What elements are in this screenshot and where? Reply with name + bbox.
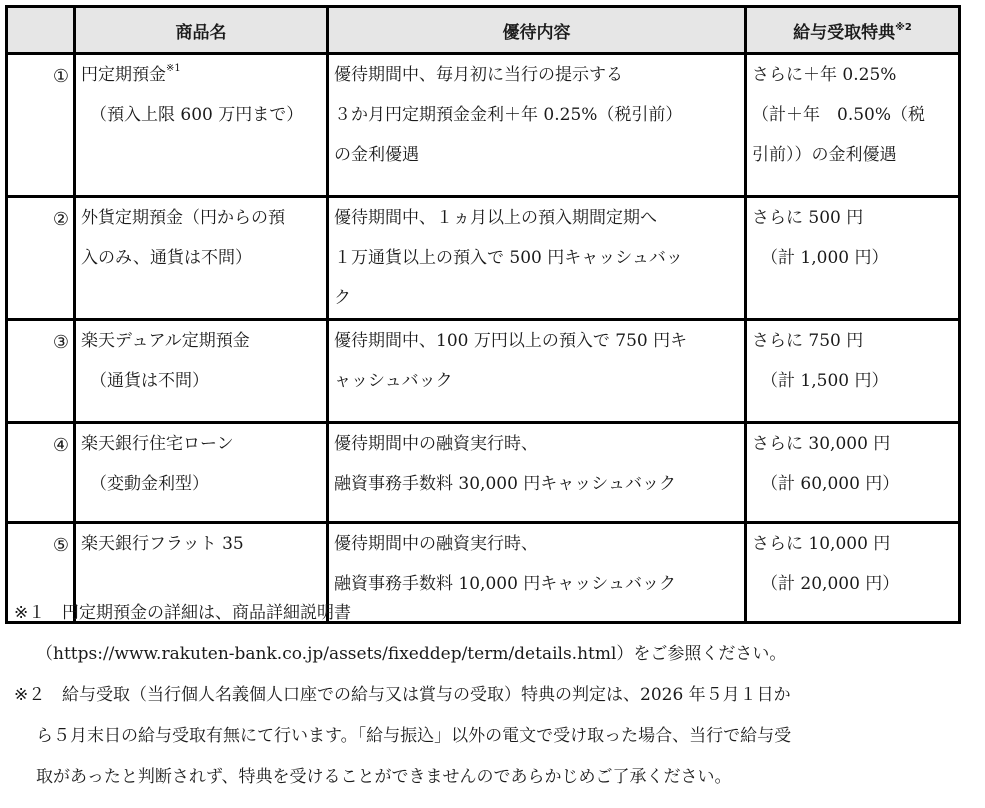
- footnote-marker: ※２: [14, 685, 46, 705]
- footnote-2: ※２ 給与受取（当行個人名義個人口座での給与又は賞与の受取）特典の判定は、2026 年５月１日か ら５月末日の給与受取有無にて行います。「給与振込」以外の電文で受け取った場合、当行で給与受 取があったと判断されず、特典を受けることができませんのであらかじめご了承ください。: [14, 675, 974, 798]
- benefit-cell: 優待期間中の融資実行時、 融資事務手数料 10,000 円キャッシュバック: [328, 523, 746, 623]
- salary-benefit-cell: さらに＋年 0.25% （計＋年 0.50%（税 引前））の金利優遇: [746, 54, 960, 197]
- product-subtext: 入のみ、通貨は不問）: [81, 248, 253, 268]
- product-name: 円定期預金: [81, 65, 166, 85]
- footnotes: [14, 593, 974, 798]
- table-row: [7, 54, 960, 197]
- product-subtext: （預入上限 600 万円まで）: [90, 105, 304, 125]
- footnote-ref-2: ※2: [895, 21, 912, 33]
- row-number: ②: [7, 197, 75, 337]
- header-salary-benefit: 給与受取特典$^{※2}$: [746, 7, 960, 54]
- footnote-ref-1: ※1: [166, 63, 181, 74]
- header-product-name: 商品名: [75, 7, 328, 54]
- benefit-cell: 優待期間中、毎月初に当行の提示する ３か月円定期預金金利＋年 0.25%（税引前） の金利優遇: [328, 54, 746, 197]
- benefits-table-part-2: [5, 318, 961, 624]
- row-number: ④: [7, 423, 75, 523]
- salary-benefit-cell: さらに 500 円 （計 1,000 円）: [746, 197, 960, 337]
- product-subtext: （変動金利型）: [90, 474, 209, 494]
- product-name-cell: [75, 197, 328, 337]
- product-name: 楽天デュアル定期預金: [81, 331, 250, 351]
- benefit-cell: 優待期間中、100 万円以上の預入で 750 円キ ャッシュバック: [328, 320, 746, 423]
- product-name: 楽天銀行住宅ローン: [81, 434, 234, 454]
- product-subtext: （通貨は不問）: [90, 371, 209, 391]
- salary-benefit-cell: さらに 30,000 円 （計 60,000 円）: [746, 423, 960, 523]
- row-number: ①: [7, 54, 75, 197]
- product-name: 楽天銀行フラット 35: [81, 534, 244, 554]
- benefit-cell: 優待期間中の融資実行時、 融資事務手数料 30,000 円キャッシュバック: [328, 423, 746, 523]
- table-row: [7, 197, 960, 337]
- salary-benefit-cell: さらに 750 円 （計 1,500 円）: [746, 320, 960, 423]
- table-row: [7, 423, 960, 523]
- header-benefit-details: 優待内容: [328, 7, 746, 54]
- salary-benefit-cell: さらに 10,000 円 （計 20,000 円）: [746, 523, 960, 623]
- footnote-marker: ※１: [14, 603, 46, 623]
- footnote-1: ※１ 円定期預金の詳細は、商品詳細説明書 （https://www.rakuten-bank.co.jp/assets/fixeddep/term/details.html）をご参照ください。: [14, 593, 974, 675]
- table-header-row: [7, 7, 960, 54]
- benefit-cell: 優待期間中、１ヵ月以上の預入期間定期へ １万通貨以上の預入で 500 円キャッシュバッ ク: [328, 197, 746, 337]
- product-name: 外貨定期預金（円からの預: [81, 208, 285, 228]
- benefits-table-part-1: [5, 5, 961, 336]
- product-name-cell: [75, 423, 328, 523]
- header-number: [7, 7, 75, 54]
- product-name-cell: [75, 54, 328, 197]
- table-row: [7, 320, 960, 423]
- product-name-cell: [75, 320, 328, 423]
- row-number: ③: [7, 320, 75, 423]
- row-number: ⑤: [7, 523, 75, 623]
- footnote-url-line: （https://www.rakuten-bank.co.jp/assets/fixeddep/term/details.html）をご参照ください。: [36, 644, 787, 664]
